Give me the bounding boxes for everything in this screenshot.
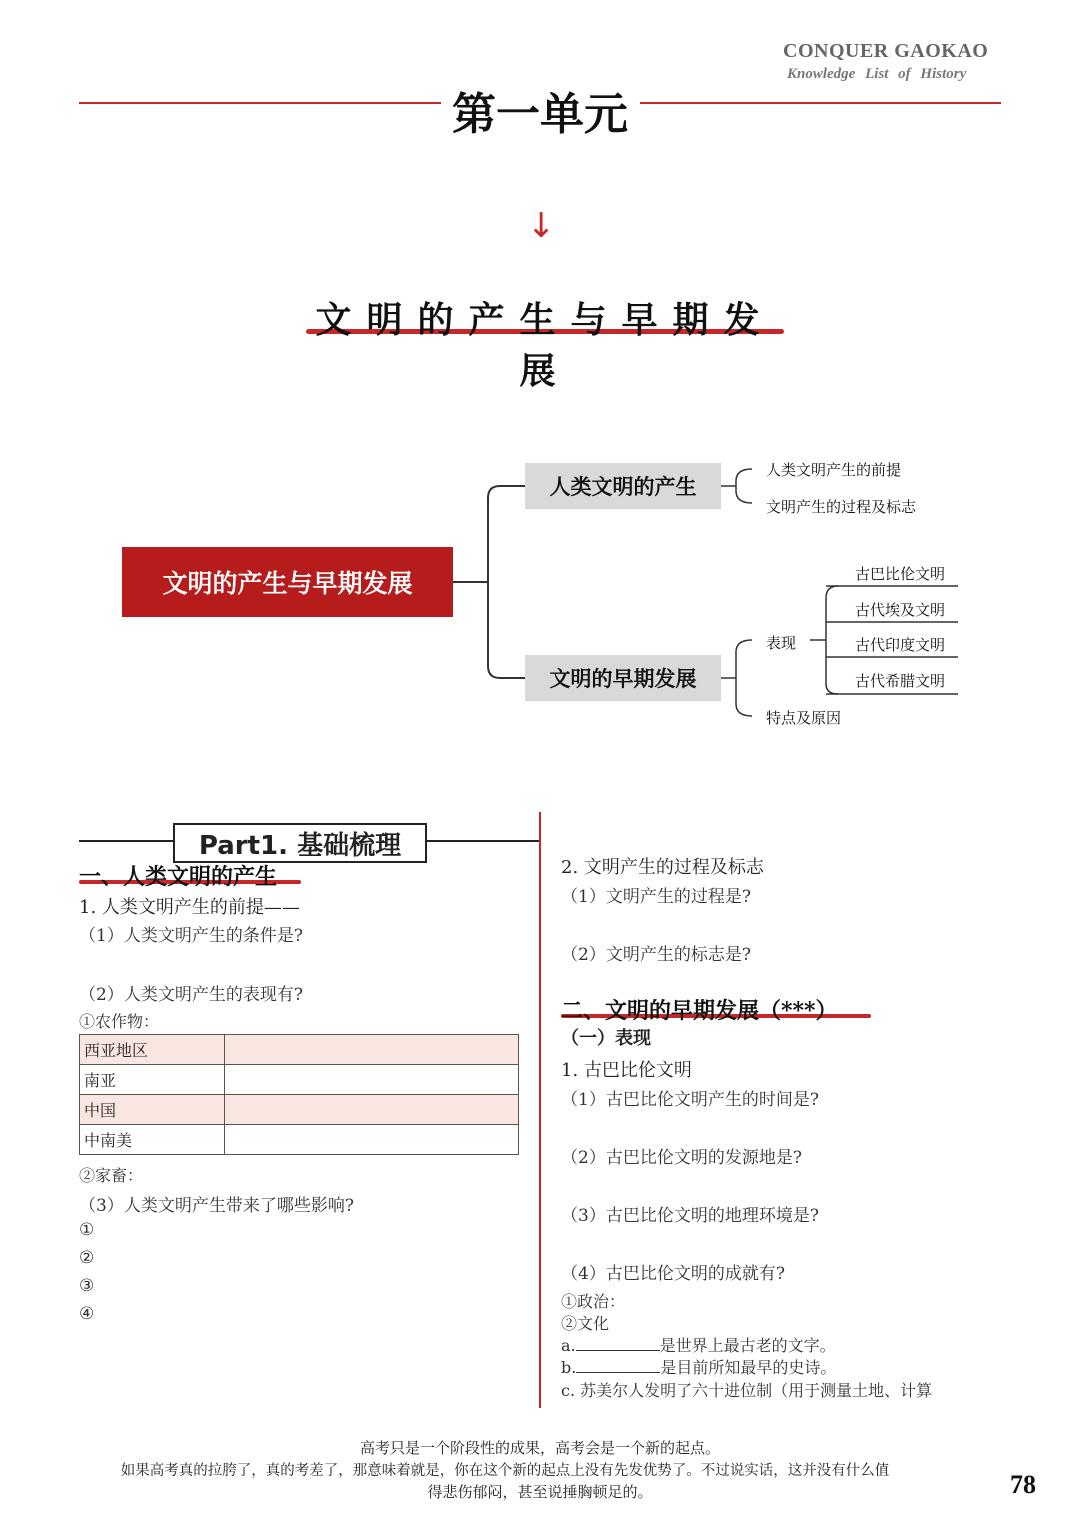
footer-line: 如果高考真的拉胯了，真的考差了，那意味着就是，你在这个新的起点上没有先发优势了。不过说实话，这并没有什么值 [120, 1463, 890, 1479]
blank-input[interactable] [576, 1358, 660, 1373]
mindmap-branch-development: 文明的早期发展 [525, 655, 721, 701]
column-divider [539, 812, 541, 1408]
brand-title: CONQUER GAOKAO [783, 40, 989, 62]
answer-cell[interactable] [225, 1125, 519, 1155]
mindmap-leaf: 表现 [766, 634, 797, 652]
culture-label: ②文化 [561, 1314, 610, 1333]
impact-item: ① [79, 1220, 95, 1240]
mindmap-leaf: 人类文明产生的前提 [766, 461, 902, 479]
blank-input[interactable] [576, 1336, 660, 1351]
blank-prefix: b. [561, 1358, 577, 1377]
impact-item: ③ [79, 1276, 95, 1296]
crops-label: ①农作物： [79, 1012, 160, 1031]
question: （3）人类文明产生带来了哪些影响? [79, 1196, 354, 1216]
item-title: 1. 古巴比伦文明 [561, 1060, 692, 1081]
mindmap-branch-origin: 人类文明的产生 [525, 463, 721, 509]
down-arrow-icon: ↓ [527, 206, 556, 246]
region-cell: 西亚地区 [80, 1035, 225, 1065]
mindmap-leaf: 文明产生的过程及标志 [766, 498, 917, 516]
fill-blank-b [561, 1355, 836, 1378]
footer-line: 高考只是一个阶段性的成果，高考会是一个新的起点。 [359, 1439, 720, 1457]
region-cell: 南亚 [80, 1065, 225, 1095]
fill-line-c: c. 苏美尔人发明了六十进位制（用于测量土地、计算 [561, 1381, 933, 1400]
livestock-label: ②家畜： [79, 1166, 144, 1185]
blank-text: 是目前所知最早的史诗。 [660, 1358, 837, 1377]
question: （4）古巴比伦文明的成就有? [561, 1264, 785, 1284]
fill-blank-a [561, 1333, 836, 1356]
impact-item: ② [79, 1248, 95, 1268]
question: （1）人类文明产生的条件是? [79, 926, 303, 946]
answer-cell[interactable] [225, 1095, 519, 1125]
part-title: Part1. 基础梳理 [173, 823, 427, 863]
table-row [80, 1125, 519, 1155]
table-row [80, 1065, 519, 1095]
unit-title: 第一单元 [452, 89, 628, 140]
mindmap-civilization: 古巴比伦文明 [854, 565, 945, 583]
region-cell: 中南美 [80, 1125, 225, 1155]
item-title: 1. 人类文明产生的前提—— [79, 897, 300, 918]
chapter-subtitle: 文明的产生与早期发展 [315, 299, 775, 392]
crops-table [79, 1034, 519, 1155]
question: （1）古巴比伦文明产生的时间是? [561, 1090, 819, 1110]
brand-subtitle: Knowledge List of History [787, 66, 967, 82]
footer-line: 得悲伤郁闷，甚至说捶胸顿足的。 [427, 1483, 653, 1501]
question: （2）古巴比伦文明的发源地是? [561, 1148, 802, 1168]
region-cell: 中国 [80, 1095, 225, 1125]
politics-label: ①政治： [561, 1292, 626, 1311]
question: （3）古巴比伦文明的地理环境是? [561, 1206, 819, 1226]
item-title: 2. 文明产生的过程及标志 [561, 857, 764, 878]
question: （1）文明产生的过程是? [561, 887, 751, 907]
section-heading: 一、人类文明的产生 [79, 864, 278, 890]
mindmap-leaf: 特点及原因 [766, 709, 842, 727]
sub-heading: （一）表现 [561, 1028, 651, 1049]
page-number: 78 [1010, 1470, 1036, 1499]
table-row [80, 1035, 519, 1065]
answer-cell[interactable] [225, 1065, 519, 1095]
blank-prefix: a. [561, 1336, 576, 1355]
blank-text: 是世界上最古老的文字。 [659, 1336, 836, 1355]
question: （2）人类文明产生的表现有? [79, 985, 303, 1005]
mindmap-civilization: 古代希腊文明 [854, 672, 945, 690]
section-heading: 二、文明的早期发展（***） [561, 998, 838, 1024]
impact-item: ④ [79, 1304, 95, 1324]
mindmap-civilization: 古代埃及文明 [854, 601, 945, 619]
question: （2）文明产生的标志是? [561, 945, 751, 965]
answer-cell[interactable] [225, 1035, 519, 1065]
table-row [80, 1095, 519, 1125]
mindmap-civilization: 古代印度文明 [854, 636, 945, 654]
mindmap-root: 文明的产生与早期发展 [122, 547, 453, 617]
